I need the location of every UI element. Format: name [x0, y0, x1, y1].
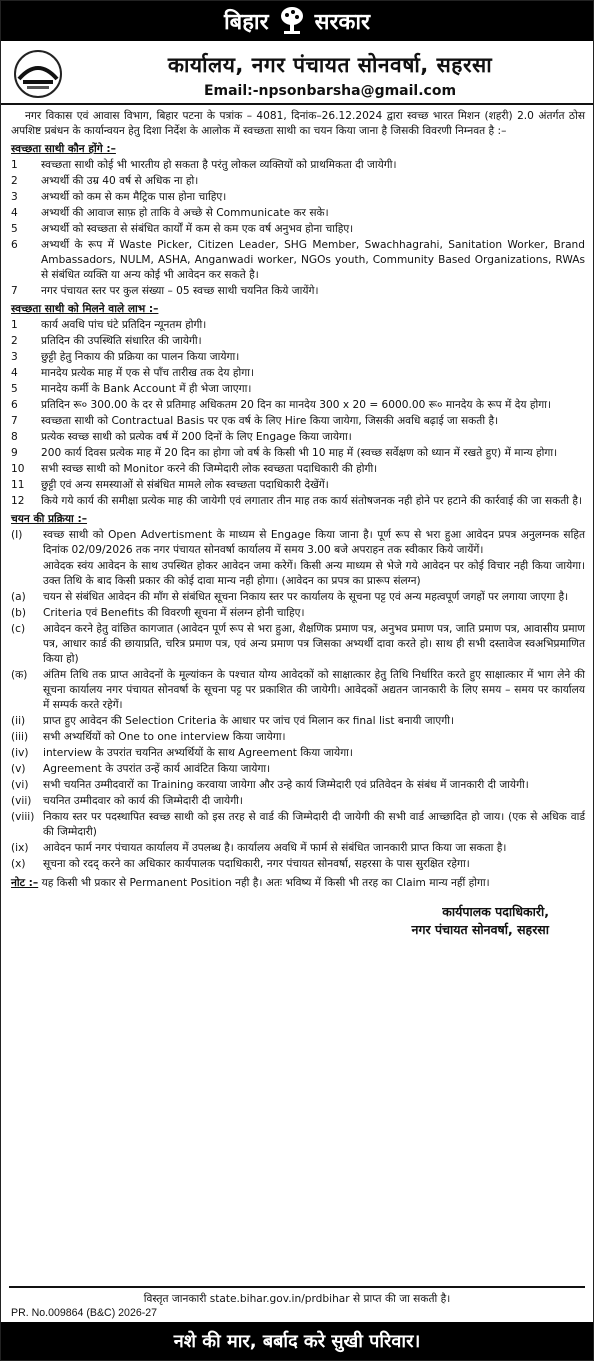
item-number: 5 — [11, 223, 18, 235]
list-item — [11, 794, 585, 809]
item-number: 4 — [11, 207, 18, 219]
pr-number: PR. No.009864 (B&C) 2026-27 — [11, 1307, 158, 1319]
office-title: कार्यालय, नगर पंचायत सोनवर्षा, सहरसा — [167, 53, 493, 77]
item-text: अभ्यर्थी के रूप में Waste Picker, Citizen Leader, SHG Member, Swachhagrahi, Sanitation Worker, Brand Ambassadors, NULM, ASHA, Anganwadi worker, NGOs youth, Community Based Organizations, RWAs से संबंधित व्यक्ति या अन्य कोई भी आवेदन कर सकते है। — [41, 239, 585, 281]
item-text: स्वच्छता साथी को Contractual Basis पर एक वर्ष के लिए Hire किया जायेगा, जिसकी अवधि बढ़ाई जा सकती है। — [41, 415, 499, 427]
item-text: सभी स्वच्छ साथी को Monitor करने की जिम्मेदारी लोक स्वच्छता पदाधिकारी की होगी। — [41, 463, 378, 475]
item-number: (b) — [11, 607, 26, 619]
benefits-heading: स्वच्छता साथी को मिलने वाले लाभ :– — [11, 303, 159, 315]
item-text: interview के उपरांत चयनित अभ्यर्थियों के साथ Agreement किया जायेगा। — [43, 747, 353, 759]
item-text: कार्य अवधि पांच घंटे प्रतिदिन न्यूनतम होगी। — [41, 319, 207, 331]
list-item — [11, 810, 585, 840]
item-number: (ix) — [11, 842, 29, 854]
item-text: छुट्टी हेतु निकाय की प्रक्रिया का पालन किया जायेगा। — [41, 351, 240, 363]
process-list — [11, 528, 585, 872]
list-item — [11, 158, 585, 173]
list-item — [11, 206, 585, 221]
item-text: अभ्यर्थी को कम से कम मैट्रिक पास होना चाहिए। — [41, 191, 227, 203]
list-item — [11, 606, 585, 621]
item-number: 3 — [11, 351, 18, 363]
note-text: यह किसी भी प्रकार से Permanent Position नही है। अतः भविष्य में किसी भी तरह का Claim मान्य नहीं होगा। — [41, 877, 490, 889]
item-number: (c) — [11, 623, 26, 635]
item-number: (vi) — [11, 779, 29, 791]
list-item — [11, 494, 585, 509]
list-item — [11, 430, 585, 445]
item-text: नगर पंचायत स्तर पर कुल संख्या – 05 स्वच्छ साथी चयनित किये जायेंगे। — [41, 285, 319, 297]
item-number: 5 — [11, 383, 18, 395]
list-item — [11, 398, 585, 413]
item-text: 200 कार्य दिवस प्रत्येक माह में 20 दिन का होगा जो वर्ष के किसी भी 10 माह में (स्वच्छ सर्वेक्षण को ध्यान में रखते हुए) में मान्य होगा। — [41, 447, 558, 459]
note-label: नोट :– — [11, 877, 39, 889]
item-text: चयनित उम्मीदवार को कार्य की जिम्मेदारी दी जायेगी। — [43, 795, 243, 807]
list-item — [11, 857, 585, 872]
swachh-bharat-logo-icon — [13, 49, 63, 99]
item-text: प्रत्येक स्वच्छ साथी को प्रत्येक वर्ष में 200 दिनों के लिए Engage किया जायेगा। — [41, 431, 352, 443]
office-header — [1, 41, 593, 105]
item-number: 3 — [11, 191, 18, 203]
item-text: आवेदन फार्म नगर पंचायत कार्यालय में उपलब्ध है। कार्यालय अवधि में फार्म से संबंधित जानकारी प्राप्त किया जा सकता है। — [43, 842, 507, 854]
item-number: 8 — [11, 431, 18, 443]
item-text: अंतिम तिथि तक प्राप्त आवेदनों के मूल्यांकन के पश्चात योग्य आवेदकों को साक्षात्कार हेतु तिथि निर्धारित करते हुए साक्षात्कार में भाग लेने की सूचना कार्यालय नगर पंचायत सोनवर्षा के सूचना पट्ट पर प्रकाशित की जायेगी। आवेदकों अद्यतन जानकारी के लिए समय – समय पर कार्यालय में सम्पर्क करते रहेगें। — [43, 669, 585, 711]
list-item — [11, 446, 585, 461]
government-banner — [1, 1, 593, 41]
process-heading: चयन की प्रक्रिया :– — [11, 513, 88, 525]
list-item — [11, 590, 585, 605]
item-text: चयन से संबंधित आवेदन की मॉंग से संबंधित सूचना निकाय स्तर पर कार्यालय के सूचना पट्ट एवं अन्य महत्वपूर्ण जगहों पर लगाया जाएगा है। — [43, 591, 569, 603]
item-number: (v) — [11, 763, 26, 775]
item-number: (ii) — [11, 715, 26, 727]
item-number: (क) — [11, 669, 28, 681]
item-text: Criteria एवं Benefits की विवरणी सूचना में संलग्न होनी चाहिए। — [43, 607, 305, 619]
list-item — [11, 462, 585, 477]
item-text: छुट्टी एवं अन्य समस्याओं से संबंधित मामले लोक स्वच्छता पदाधिकारी देखेंगें। — [41, 479, 329, 491]
item-text: स्वच्छ साथी को Open Advertisment के माध्यम से Engage किया जाना है। पूर्ण रूप से भरा हुआ आवेदन प्रपत्र अनुलग्नक सहित दिनांक 02/09/2026 तक नगर पंचायत सोनवर्षा कार्यालय में समय 3.00 बजे अपराहन तक स्वीकार किये जायेंगें। — [43, 529, 585, 556]
list-item — [11, 334, 585, 349]
item-number: 9 — [11, 447, 18, 459]
bodhi-tree-emblem-icon — [279, 6, 305, 36]
list-item — [11, 622, 585, 667]
item-number: 2 — [11, 335, 18, 347]
list-item — [11, 762, 585, 777]
item-number: 6 — [11, 399, 18, 411]
signature-designation: कार्यपालक पदाधिकारी, — [442, 904, 549, 919]
list-item — [11, 668, 585, 713]
eligibility-list — [11, 158, 585, 299]
list-item — [11, 366, 585, 381]
list-item — [11, 559, 585, 589]
signature-block — [11, 903, 549, 939]
item-text: किये गये कार्य की समीक्षा प्रत्येक माह की जायेगी एवं लगातार तीन माह तक कार्य संतोषजनक नही होने पर हटाने की कार्रवाई की जा सकती है। — [41, 495, 583, 507]
list-item — [11, 778, 585, 793]
banner-right-text: सरकार — [314, 10, 371, 35]
office-email: Email:-npsonbarsha@gmail.com — [203, 83, 457, 99]
item-number: 7 — [11, 415, 18, 427]
item-number: (a) — [11, 591, 26, 603]
item-text: आवेदन करने हेतु वांछित कागजात (आवेदन पूर्ण रूप से भरा हुआ, शैक्षणिक प्रमाण पत्र, अनुभव प्रमाण पत्र, जाति प्रमाण पत्र, आवासीय प्रमाण पत्र, आधार कार्ड की छायाप्रति, चरित्र प्रमाण पत्र, एवं अन्य प्रमाण पत्र जिसका अभ्यर्थी दावा करते हो। साथ ही सभी दस्तावेज स्वअभिप्रमाणित किया हो) — [43, 623, 585, 665]
item-text: स्वच्छता साथी कोई भी भारतीय हो सकता है परंतु लोकल व्यक्तियों को प्राथमिकता दी जायेगी। — [41, 159, 397, 171]
item-text: मानदेय कर्मी के Bank Account में ही भेजा जाएगा। — [41, 383, 252, 395]
item-text: प्रतिदिन रू० 300.00 के दर से प्रतिमाह अधिकतम 20 दिन का मानदेय 300 x 20 = 6000.00 रू० मानदेय के रूप में देय होगा। — [41, 399, 551, 411]
item-text: अभ्यर्थी की आवाज साफ़ हो ताकि वे अच्छे से Communicate कर सके। — [41, 207, 329, 219]
item-number: (iv) — [11, 747, 29, 759]
benefits-list — [11, 318, 585, 509]
info-line: विस्तृत जानकारी state.bihar.gov.in/prdbihar से प्राप्त की जा सकती है। — [9, 1286, 585, 1306]
banner-left-text: बिहार — [223, 10, 269, 35]
list-item — [11, 318, 585, 333]
list-item — [11, 730, 585, 745]
item-number: (x) — [11, 858, 26, 870]
footer-slogan: नशे की मार, बर्बाद करे सुखी परिवार। — [1, 1322, 593, 1360]
item-text: आवेदक स्वंय आवेदन के साथ उपस्थित होकर आवेदन जमा करेगें। किसी अन्य माध्यम से भेजे गये आवेदन पर कोई विचार नही किया जायेगा। उक्त तिथि के बाद किसी प्रकार की कोई दावा मान्य नही होगा। (आवेदन का प्रपत्र का प्रारूप संलग्न) — [43, 560, 585, 587]
item-number: 12 — [11, 495, 25, 507]
list-item — [11, 841, 585, 856]
list-item — [11, 714, 585, 729]
list-item — [11, 350, 585, 365]
item-number: (I) — [11, 529, 23, 541]
item-text: सभी चयनित उम्मीदवारों का Training करवाया जायेगा और उन्हे कार्य जिम्मेदारी एवं प्रतिवेदन के संबंध में जानकारी दी जायेगी। — [43, 779, 529, 791]
item-number: (vii) — [11, 795, 32, 807]
item-number: 10 — [11, 463, 25, 475]
list-item — [11, 528, 585, 558]
eligibility-heading: स्वच्छता साथी कौन होंगे :– — [11, 143, 116, 155]
item-text: प्रतिदिन की उपस्थिति संधारित की जायेगी। — [41, 335, 202, 347]
list-item — [11, 478, 585, 493]
item-number: 4 — [11, 367, 18, 379]
item-number: 1 — [11, 319, 18, 331]
item-number: 7 — [11, 285, 18, 297]
item-text: निकाय स्तर पर पदस्थापित स्वच्छ साथी को इस तरह से वार्ड की जिम्मेदारी दी जायेगी की सभी वार्ड आच्छादित हो जाय। (एक से अधिक वार्ड की जिम्मेदारी) — [43, 811, 585, 838]
item-text: अभ्यर्थी की उम्र 40 वर्ष से अधिक ना हो। — [41, 175, 199, 187]
notice-content — [1, 105, 593, 939]
item-text: अभ्यर्थी को स्वच्छता से संबंधित कार्यों में कम से कम एक वर्ष अनुभव होना चाहिए। — [41, 223, 354, 235]
item-number: 2 — [11, 175, 18, 187]
item-text: मानदेय प्रत्येक माह में एक से पाँच तारीख तक देय होगा। — [41, 367, 255, 379]
list-item — [11, 746, 585, 761]
list-item — [11, 190, 585, 205]
item-number: 11 — [11, 479, 25, 491]
item-number: 6 — [11, 239, 18, 251]
list-item — [11, 238, 585, 283]
signature-office: नगर पंचायत सोनवर्षा, सहरसा — [411, 922, 549, 937]
intro-paragraph: नगर विकास एवं आवास विभाग, बिहार पटना के पत्रांक – 4081, दिनांक–26.12.2024 द्वारा स्वच्छ भारत मिशन (शहरी) 2.0 अंतर्गत ठोस अपशिष्ट प्रबंधन के कार्यान्वयन हेतु दिशा निर्देश के आलोक में स्वच्छता साथी का चयन किया जाना है जिसकी विवरणी निम्नवत है :– — [11, 110, 585, 137]
item-text: प्राप्त हुए आवेदन की Selection Criteria के आधार पर जांच एवं मिलान कर final list बनायी जाएगी। — [43, 715, 454, 727]
list-item — [11, 174, 585, 189]
item-text: सभी अभ्यर्थियों को One to one interview किया जायेगा। — [43, 731, 286, 743]
item-number: 1 — [11, 159, 18, 171]
item-number — [11, 559, 43, 589]
list-item — [11, 284, 585, 299]
item-text: Agreement के उपरांत उन्हें कार्य आवंटित किया जायेगा। — [43, 763, 271, 775]
list-item — [11, 222, 585, 237]
note — [11, 876, 585, 891]
item-number: (viii) — [11, 811, 35, 823]
item-text: सूचना को रदद् करने का अधिकार कार्यपालक पदाधिकारी, नगर पंचायत सोनवर्षा, सहरसा के पास सुरक्षित रहेगा। — [43, 858, 470, 870]
item-number: (iii) — [11, 731, 29, 743]
list-item — [11, 382, 585, 397]
list-item — [11, 414, 585, 429]
